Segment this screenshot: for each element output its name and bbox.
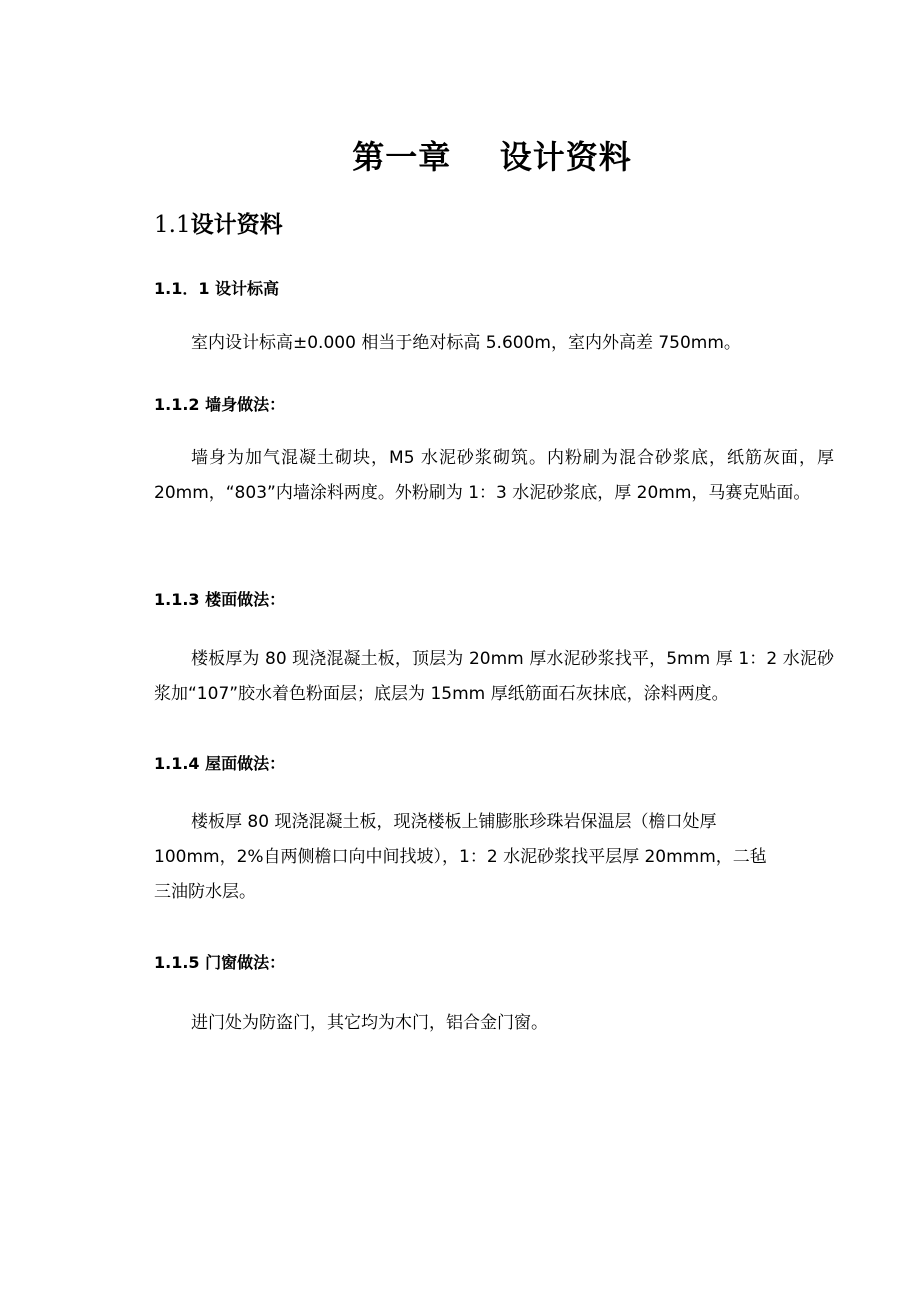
paragraph-roof-line: 三油防水层。 [154,882,256,902]
paragraph-floor: 楼板厚为 80 现浇混凝土板，顶层为 20mm 厚水泥砂浆找平，5mm 厚 1：2 水泥砂浆加“107”胶水着色粉面层；底层为 15mm 厚纸筋面石灰抹底，涂料两度。 [154,649,834,704]
paragraph-roof-line: 100mm，2%自两侧檐口向中间找坡），1：2 水泥砂浆找平层厚 20mmm，二毡 [154,847,767,867]
paragraph-roof [154,805,844,910]
chapter-title: 第一章 设计资料 [352,138,632,176]
subsection-heading-doors-windows: 1.1.5 门窗做法： [154,953,286,972]
paragraph-doors-windows: 进门处为防盗门，其它均为木门，铝合金门窗。 [191,1013,548,1033]
section-title [154,206,283,239]
subsection-heading-roof: 1.1.4 屋面做法： [154,754,286,773]
section-title-text: 设计资料 [190,211,283,238]
subsection-heading-floor: 1.1.3 楼面做法： [154,590,286,609]
subsection-heading-wall: 1.1.2 墙身做法： [154,395,286,414]
subsection-heading-design-elevation: 1.1．1 设计标高 [154,279,280,298]
paragraph-design-elevation: 室内设计标高±0.000 相当于绝对标高 5.600m，室内外高差 750mm。 [191,333,741,353]
paragraph-roof-line: 楼板厚 80 现浇混凝土板，现浇楼板上铺膨胀珍珠岩保温层（檐口处厚 [191,812,717,832]
paragraph-wall: 墙身为加气混凝土砌块，M5 水泥砂浆砌筑。内粉刷为混合砂浆底，纸筋灰面，厚 20mm，“803”内墙涂料两度。外粉刷为 1：3 水泥砂浆底，厚 20mm，马赛克贴面。 [154,448,834,503]
section-number: 1.1 [154,212,191,238]
